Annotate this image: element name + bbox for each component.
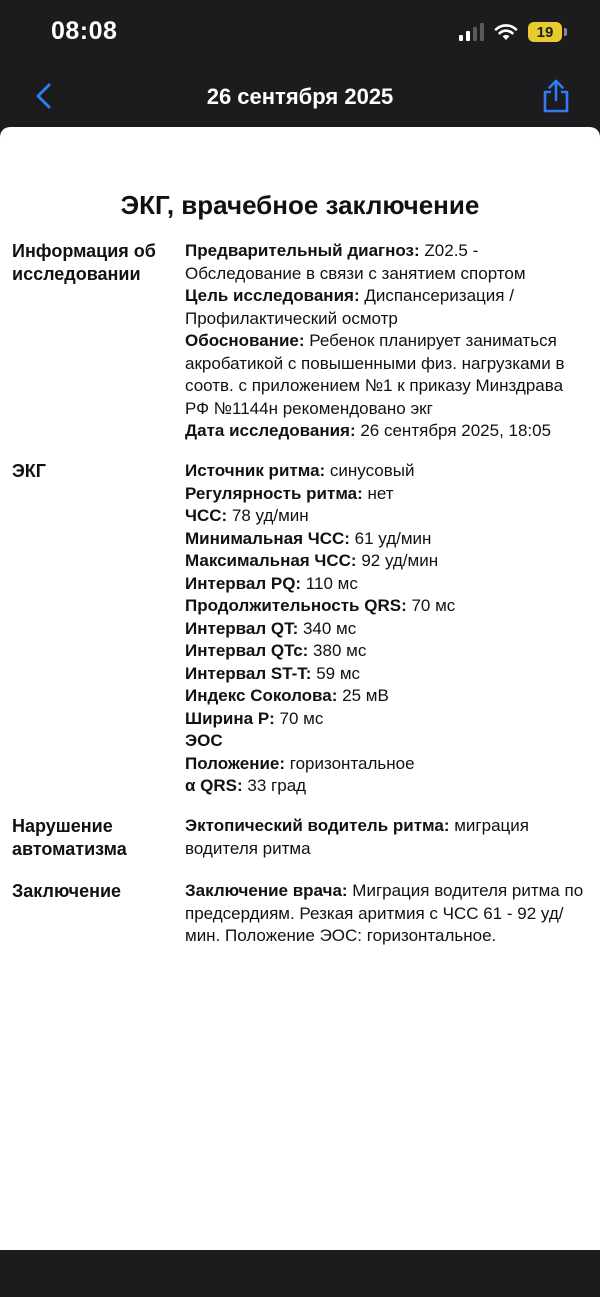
field-max-heart-rate: Максимальная ЧСС: 92 уд/мин (185, 551, 439, 570)
field-preliminary-diagnosis: Предварительный диагноз: Z02.5 - Обследование в связи с занятием спортом (185, 241, 526, 283)
field-qt-interval: Интервал QT: 340 мс (185, 618, 357, 638)
field-min-heart-rate: Минимальная ЧСС: 61 уд/мин (185, 528, 432, 548)
section-label: Информация об исследовании (12, 241, 156, 284)
field-doctor-conclusion: Заключение врача: Миграция водителя ритма по предсердиям. Резкая аритмия с ЧСС 61 - 92 уд/мин. Положение ЭОС: горизонтальное. (185, 881, 584, 945)
section-body (185, 880, 590, 948)
cellular-signal-icon (459, 23, 484, 41)
field-st-t-interval: Интервал ST-T: 59 мс (185, 663, 361, 683)
status-bar (0, 0, 600, 68)
field-qrs-duration: Продолжительность QRS: 70 мс (185, 596, 456, 615)
field-ectopic-pacemaker: Эктопический водитель ритма: миграция водителя ритма (185, 816, 529, 858)
field-p-width: Ширина P: 70 мс (185, 708, 324, 728)
field-heart-rate: ЧСС: 78 уд/мин (185, 506, 309, 525)
section-label: ЭКГ (12, 461, 46, 481)
field-rhythm-regularity: Регулярность ритма: нет (185, 483, 394, 503)
bottom-bar (0, 1250, 600, 1297)
status-icons (459, 22, 562, 42)
field-study-purpose: Цель исследования: Диспансеризация / Профилактический осмотр (185, 286, 514, 328)
status-time: 08:08 (51, 17, 118, 45)
field-justification: Обоснование: Ребенок планирует заниматься акробатикой с повышенными физ. нагрузками в соотв. с приложением №1 к приказу Минздрава РФ №1144н рекомендовано экг (185, 331, 565, 418)
battery-icon (528, 22, 562, 42)
wifi-icon (494, 23, 518, 41)
section-body (185, 815, 590, 860)
section-body (185, 240, 590, 443)
battery-level: 19 (536, 23, 554, 41)
section-label: Нарушение автоматизма (12, 816, 127, 859)
share-icon[interactable] (540, 78, 572, 114)
document-sheet (0, 127, 600, 1250)
field-pq-interval: Интервал PQ: 110 мс (185, 573, 358, 593)
field-alpha-qrs: α QRS: 33 град (185, 776, 307, 795)
field-eos-position: Положение: горизонтальное (185, 753, 415, 773)
field-qtc-interval: Интервал QTc: 380 мс (185, 641, 367, 660)
field-sokolow-index: Индекс Соколова: 25 мВ (185, 686, 389, 705)
field-rhythm-source: Источник ритма: синусовый (185, 461, 415, 480)
section-label: Заключение (12, 881, 122, 901)
field-eos-heading: ЭОС (185, 731, 223, 750)
document-title: ЭКГ, врачебное заключение (120, 190, 480, 220)
section-body (185, 460, 590, 798)
nav-title: 26 сентября 2025 (206, 84, 394, 109)
field-study-date: Дата исследования: 26 сентября 2025, 18:05 (185, 421, 552, 440)
nav-bar (0, 68, 600, 126)
